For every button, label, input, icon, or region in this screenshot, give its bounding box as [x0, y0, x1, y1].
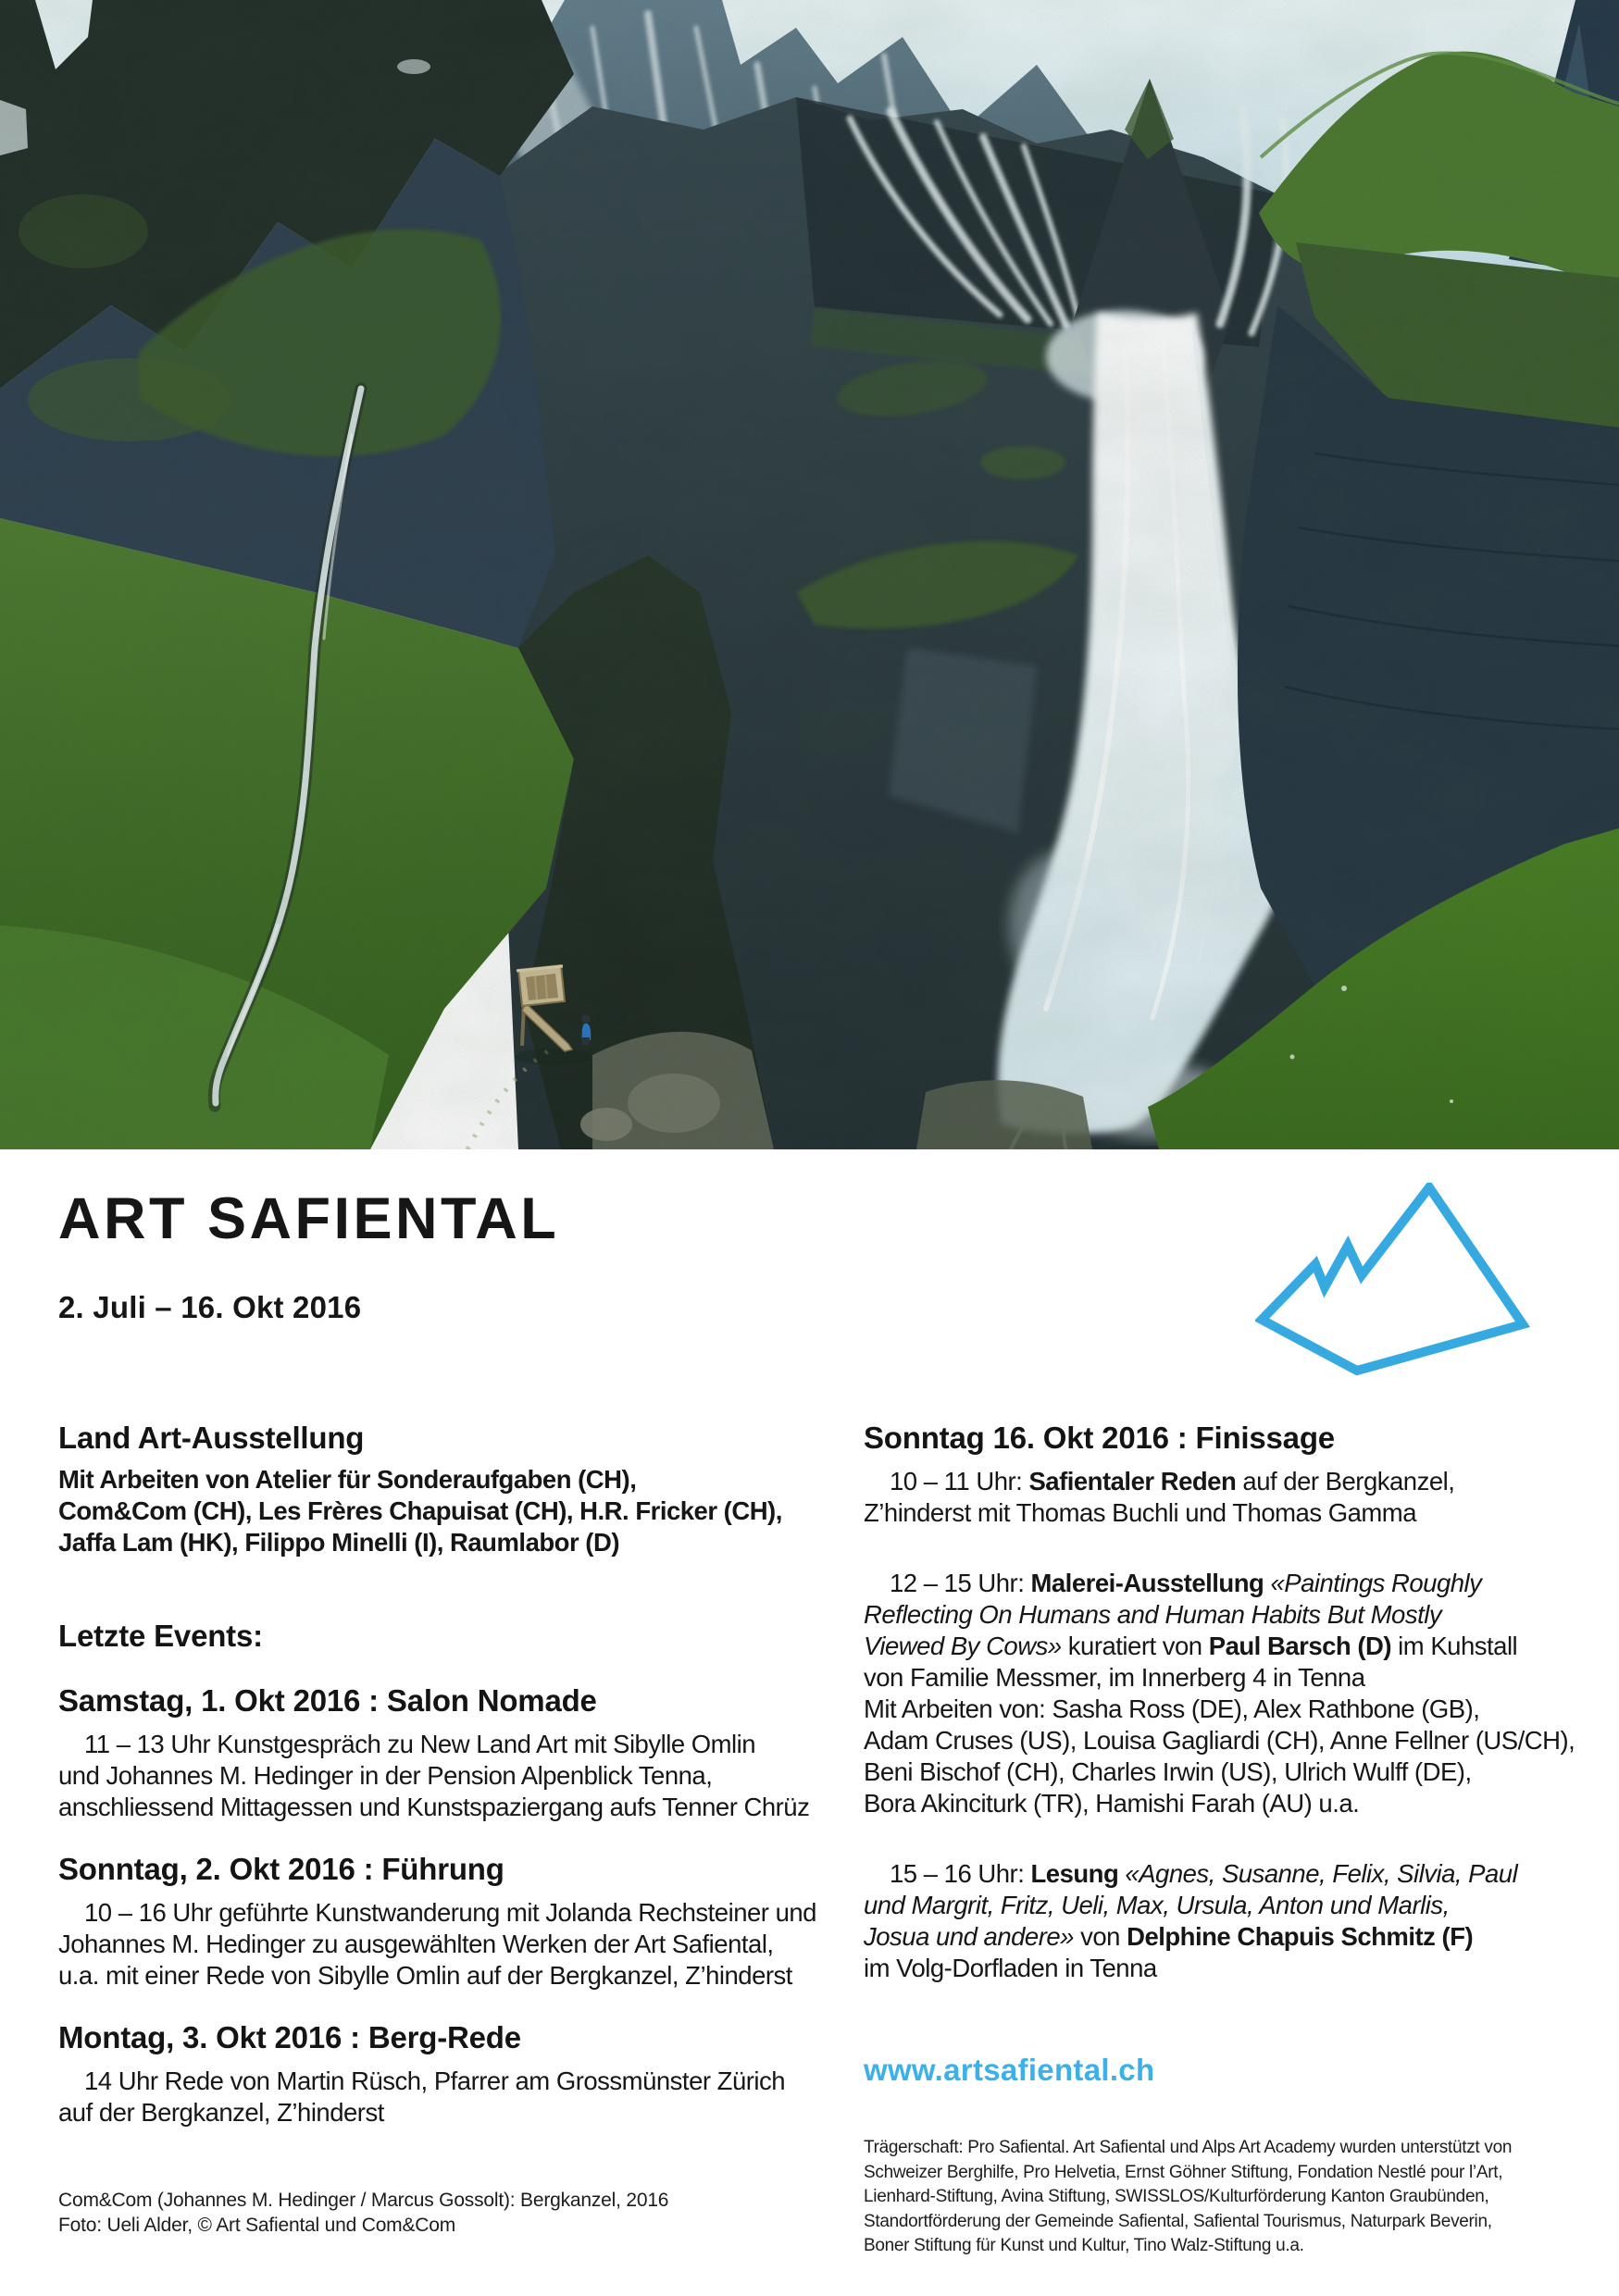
text-line: Z’hinderst mit Thomas Buchli und Thomas Gamma — [864, 1498, 1417, 1527]
text-line: und Johannes M. Hedinger in der Pension Alpenblick Tenna, — [58, 1761, 713, 1790]
exhibition-heading: Land Art-Ausstellung — [58, 1421, 365, 1455]
text-line: Jaffa Lam (HK), Filippo Minelli (I), Raumlabor (D) — [58, 1528, 619, 1557]
text-line: Josua und andere» von Delphine Chapuis Schmitz (F) — [864, 1922, 1474, 1951]
event-details — [58, 1729, 813, 1823]
text-line: Lienhard-Stiftung, Avina Stiftung, SWISSLOS/Kulturförderung Kanton Graubünden, — [864, 2187, 1489, 2206]
finissage-block-lesung — [864, 1858, 1615, 1984]
text-line: und Margrit, Fritz, Ueli, Max, Ursula, Anton und Marlis, — [864, 1891, 1450, 1919]
text-line: auf der Bergkanzel, Z’hinderst — [58, 2098, 384, 2127]
finissage-heading: Sonntag 16. Okt 2016 : Finissage — [864, 1421, 1335, 1455]
photo-credit — [58, 2188, 668, 2238]
text-line: 10 – 16 Uhr geführte Kunstwanderung mit Jolanda Rechsteiner und — [84, 1898, 816, 1927]
sponsors-text — [864, 2136, 1615, 2259]
text-line: u.a. mit einer Rede von Sibylle Omlin auf der Bergkanzel, Z’hinderst — [58, 1961, 792, 1990]
finissage-block-malerei — [864, 1568, 1615, 1819]
text-line: Com&Com (CH), Les Frères Chapuisat (CH), H.R. Fricker (CH), — [58, 1496, 782, 1525]
text-line: 10 – 11 Uhr: Safientaler Reden auf der Bergkanzel, — [890, 1467, 1455, 1496]
events-label: Letzte Events: — [58, 1619, 263, 1653]
event-details — [58, 2066, 813, 2128]
text-line: anschliessend Mittagessen und Kunstspaziergang aufs Tenner Chrüz — [58, 1793, 810, 1821]
text-line: Schweizer Berghilfe, Pro Helvetia, Ernst Göhner Stiftung, Fondation Nestlé pour l’Art, — [864, 2162, 1503, 2182]
right-column — [864, 1420, 1615, 2259]
text-line: Com&Com (Johannes M. Hedinger / Marcus Gossolt): Bergkanzel, 2016 — [58, 2190, 669, 2211]
event-fuehrung — [58, 1851, 816, 1992]
text-line: 14 Uhr Rede von Martin Rüsch, Pfarrer am Grossmünster Zürich — [84, 2066, 786, 2095]
left-column — [58, 1420, 816, 2128]
finissage-block-reden — [864, 1466, 1615, 1529]
event-heading: Samstag, 1. Okt 2016 : Salon Nomade — [58, 1683, 597, 1718]
page-title: ART SAFIENTAL — [58, 1186, 560, 1251]
text-line: 12 – 15 Uhr: Malerei-Ausstellung «Paintings Roughly — [890, 1569, 1482, 1597]
exhibition-artists — [58, 1464, 813, 1558]
event-heading: Montag, 3. Okt 2016 : Berg-Rede — [58, 2020, 521, 2054]
text-line: Mit Arbeiten von Atelier für Sonderaufgaben (CH), — [58, 1465, 637, 1494]
event-heading: Sonntag, 2. Okt 2016 : Führung — [58, 1852, 504, 1886]
text-line: Johannes M. Hedinger zu ausgewählten Werken der Art Safiental, — [58, 1930, 774, 1958]
poster-text-area — [0, 1149, 1619, 2296]
date-range: 2. Juli – 16. Okt 2016 — [58, 1290, 362, 1324]
text-line: Mit Arbeiten von: Sasha Ross (DE), Alex Rathbone (GB), — [864, 1694, 1480, 1723]
event-details — [58, 1897, 816, 1992]
event-salon-nomade — [58, 1682, 813, 1823]
text-line: Bora Akinciturk (TR), Hamishi Farah (AU) u.a. — [864, 1789, 1360, 1818]
text-line: 11 – 13 Uhr Kunstgespräch zu New Land Art mit Sibylle Omlin — [84, 1730, 756, 1758]
text-line: Foto: Ueli Alder, © Art Safiental und Com&Com — [58, 2215, 456, 2236]
mountain-logo-icon — [1255, 1183, 1533, 1379]
text-line: im Volg-Dorfladen in Tenna — [864, 1954, 1157, 1982]
text-line: Beni Bischof (CH), Charles Irwin (US), Ulrich Wulff (DE), — [864, 1757, 1472, 1786]
event-berg-rede — [58, 2019, 813, 2128]
text-line: Viewed By Cows» kuratiert von Paul Barsch (D) im Kuhstall — [864, 1632, 1518, 1660]
text-line: Adam Cruses (US), Louisa Gagliardi (CH), Anne Fellner (US/CH), — [864, 1726, 1575, 1755]
text-line: von Familie Messmer, im Innerberg 4 in Tenna — [864, 1663, 1365, 1692]
website-link[interactable]: www.artsafiental.ch — [864, 2053, 1155, 2087]
text-line: Boner Stiftung für Kunst und Kultur, Tino Walz-Stiftung u.a. — [864, 2236, 1304, 2255]
text-line: 15 – 16 Uhr: Lesung «Agnes, Susanne, Felix, Silvia, Paul — [890, 1859, 1518, 1888]
text-line: Standortförderung der Gemeinde Safiental, Safiental Tourismus, Naturpark Beverin, — [864, 2211, 1492, 2231]
text-line: Trägerschaft: Pro Safiental. Art Safiental und Alps Art Academy wurden unterstützt von — [864, 2138, 1513, 2157]
text-line: Reflecting On Humans and Human Habits But Mostly — [864, 1600, 1442, 1629]
